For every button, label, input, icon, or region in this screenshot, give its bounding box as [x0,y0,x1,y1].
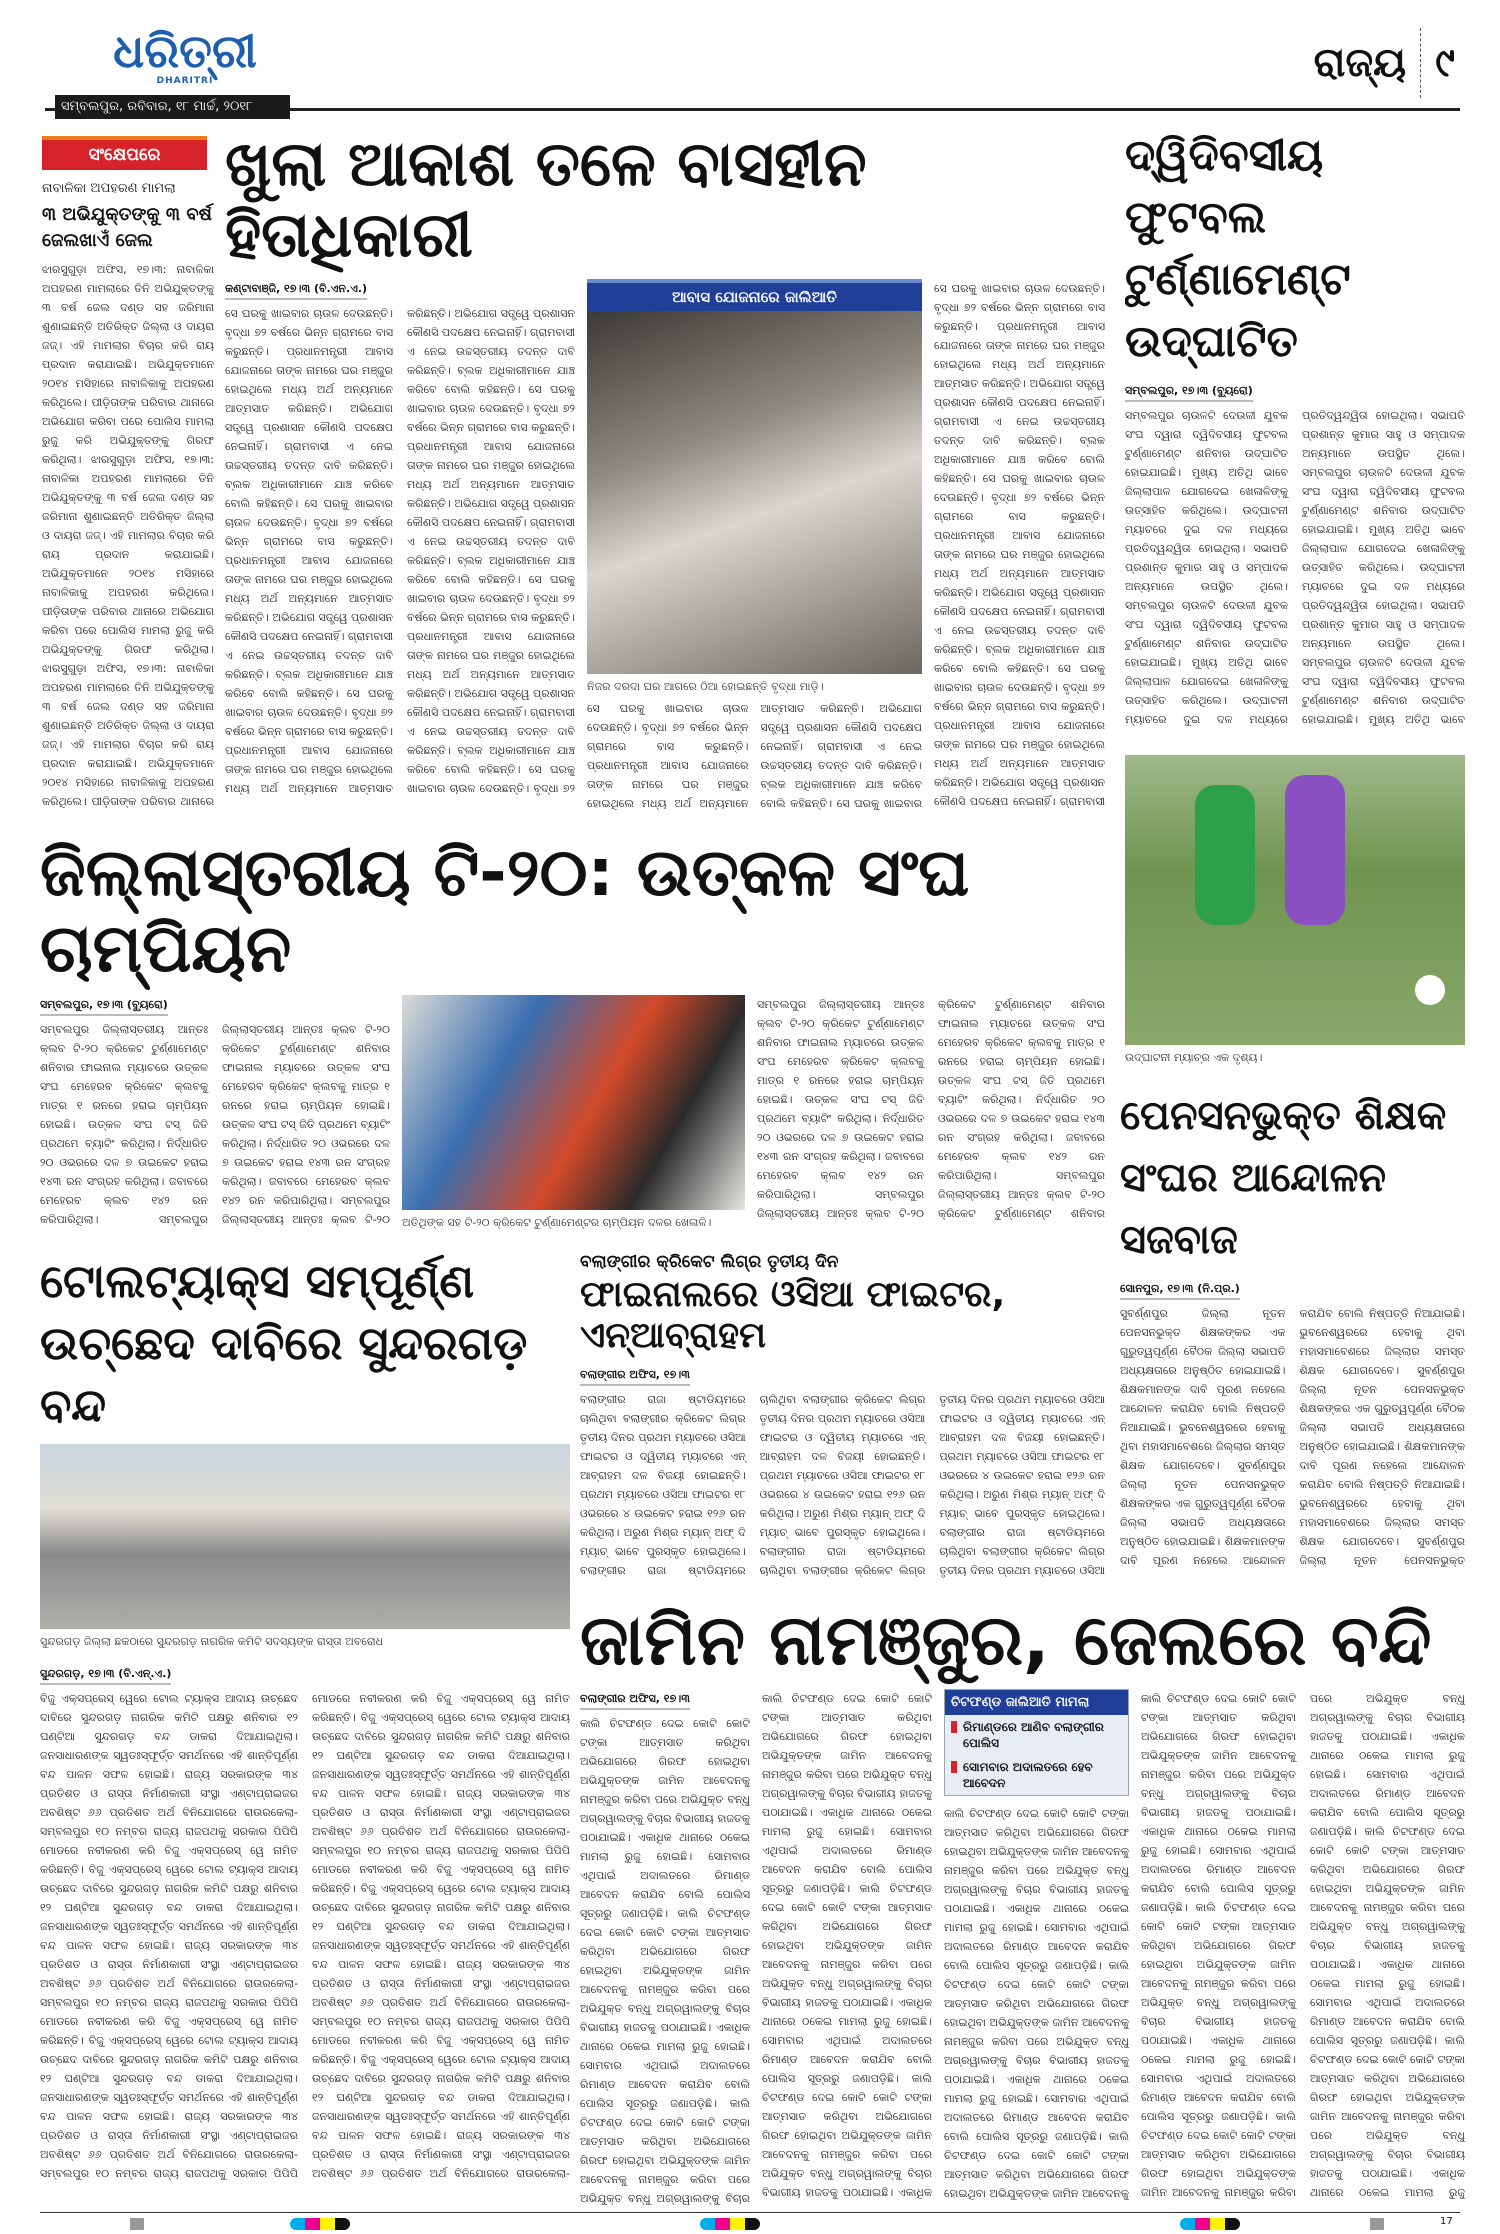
color-registration-mark [290,2218,350,2230]
page-number: ୯ [1435,39,1455,86]
story7-body-wrap [580,1689,750,2206]
story3-photo-column [402,995,745,1235]
story7-headline: ଜାମିନ ନାମଞ୍ଜୁର, ଜେଲରେ ବନ୍ଦି [580,1600,1432,1681]
story1-photo [587,311,922,674]
info-box-item: ସୋମବାର ଅଦାଲତରେ ହେବ ଆବେଦନ [945,1755,1128,1795]
issue-date: ସମ୍ବଲପୁର, ରବିବାର, ୧୮ ମାର୍ଚ୍ଚ, ୨୦୧୮ [55,95,290,119]
story1-dateline: କଣ୍ଟାବାଞ୍ଜି, ୧୭।୩ (ବି.ଏନ.ଏ.) [225,279,367,300]
story3-caption: ଅତିଥିଙ୍କ ସହ ଟି-୨୦ କ୍ରିକେଟ ଟୁର୍ଣ୍ଣାମେଣ୍ଟର ଚାମ୍ପିୟନ ଦଳର ଖେଳାଳି। [402,1216,712,1229]
story4-body: ସୁବର୍ଣ୍ଣପୁର ଜିଲ୍ଲା ନୂତନ ପେନସନଭୁକ୍ତ ଶିକ୍ଷକଙ୍କର ଏକ ଗୁରୁତ୍ୱପୂର୍ଣ୍ଣ ବୈଠକ ଜିଲ୍ଲା ସଭାପତି ଅଧ୍ୟକ୍ଷତାରେ ଅନୁଷ୍ଠିତ ହୋଇଯାଇଛି। ଶିକ୍ଷକମାନଙ୍କ ଦାବି ପୂରଣ ନହେଲେ ଆନ୍ଦୋଳନ କରାଯିବ ବୋଲି ନିଷ୍ପତ୍ତି ନିଆଯାଇଛି। ଭୁବନେଶ୍ୱରରେ ହେବାକୁ ଥିବା ମହାସମାବେଶରେ ଜିଲ୍ଲାର ସମସ୍ତ ଶିକ୍ଷକ ଯୋଗଦେବେ। ସୁବର୍ଣ୍ଣପୁର ଜିଲ୍ଲା ନୂତନ ପେନସନଭୁକ୍ତ ଶିକ୍ଷକଙ୍କର ଏକ ଗୁରୁତ୍ୱପୂର୍ଣ୍ଣ ବୈଠକ ଜିଲ୍ଲା ସଭାପତି ଅଧ୍ୟକ୍ଷତାରେ ଅନୁଷ୍ଠିତ ହୋଇଯାଇଛି। ଶିକ୍ଷକମାନଙ୍କ ଦାବି ପୂରଣ ନହେଲେ ଆନ୍ଦୋଳନ କରାଯିବ ବୋଲି ନିଷ୍ପତ୍ତି ନିଆଯାଇଛି। ଭୁବନେଶ୍ୱରରେ ହେବାକୁ ଥିବା ମହାସମାବେଶରେ ଜିଲ୍ଲାର ସମସ୍ତ ଶିକ୍ଷକ ଯୋଗଦେବେ। ସୁବର୍ଣ୍ଣପୁର ଜିଲ୍ଲା ନୂତନ ପେନସନଭୁକ୍ତ ଶିକ୍ଷକଙ୍କର ଏକ ଗୁରୁତ୍ୱପୂର୍ଣ୍ଣ ବୈଠକ ଜିଲ୍ଲା ସଭାପତି ଅଧ୍ୟକ୍ଷତାରେ ଅନୁଷ୍ଠିତ ହୋଇଯାଇଛି। ଶିକ୍ଷକମାନଙ୍କ ଦାବି ପୂରଣ ନହେଲେ ଆନ୍ଦୋଳନ କରାଯିବ ବୋଲି ନିଷ୍ପତ୍ତି ନିଆଯାଇଛି। ଭୁବନେଶ୍ୱରରେ ହେବାକୁ ଥିବା ମହାସମାବେଶରେ ଜିଲ୍ଲାର ସମସ୍ତ ଶିକ୍ଷକ ଯୋଗଦେବେ। ସୁବର୍ଣ୍ଣପୁର ଜିଲ୍ଲା ନୂତନ ପେନସନଭୁକ୍ତ [1120,1307,1465,1567]
story5-photo [40,1444,570,1629]
story7-col4 [1141,1689,1465,2206]
story7-body-col2: କାଲି ଚିଟଫଣ୍ଡ ଦେଇ କୋଟି କୋଟି ଟଙ୍କା ଆତ୍ମସାତ କରିଥିବା ଅଭିଯୋଗରେ ଗିରଫ ହୋଇଥିବା ଅଭିଯୁକ୍ତଙ୍କ ଜାମିନ ଆବେଦନକୁ ନାମଞ୍ଜୁର କରିବା ପରେ ଅଭିଯୁକ୍ତ ବନ୍ଧୁ ଅଗ୍ରୱାଲଙ୍କୁ ବିଚାର ବିଭାଗୀୟ ହାଜତକୁ ପଠାଯାଇଛି। ଏକାଧିକ ଥାନାରେ ଠକେଇ ମାମଲା ରୁଜୁ ହୋଇଛି। ସୋମବାର ଏଥିପାଇଁ ଅଦାଲତରେ ରିମାଣ୍ଡ ଆବେଦନ କରାଯିବ ବୋଲି ପୋଲିସ ସୂତ୍ରରୁ ଜଣାପଡ଼ିଛି। କାଲି ଚିଟଫଣ୍ଡ ଦେଇ କୋଟି କୋଟି ଟଙ୍କା ଆତ୍ମସାତ କରିଥିବା ଅଭିଯୋଗରେ ଗିରଫ ହୋଇଥିବା ଅଭିଯୁକ୍ତଙ୍କ ଜାମିନ ଆବେଦନକୁ ନାମଞ୍ଜୁର କରିବା ପରେ ଅଭିଯୁକ୍ତ ବନ୍ଧୁ ଅଗ୍ରୱାଲଙ୍କୁ ବିଚାର ବିଭାଗୀୟ ହାଜତକୁ ପଠାଯାଇଛି। ଏକାଧିକ ଥାନାରେ ଠକେଇ ମାମଲା ରୁଜୁ ହୋଇଛି। ସୋମବାର ଏଥିପାଇଁ ଅଦାଲତରେ ରିମାଣ୍ଡ ଆବେଦନ କରାଯିବ ବୋଲି ପୋଲିସ ସୂତ୍ରରୁ ଜଣାପଡ଼ିଛି। କାଲି ଚିଟଫଣ୍ଡ ଦେଇ କୋଟି କୋଟି ଟଙ୍କା ଆତ୍ମସାତ କରିଥିବା ଅଭିଯୋଗରେ ଗିରଫ ହୋଇଥିବା ଅଭିଯୁକ୍ତଙ୍କ ଜାମିନ ଆବେଦନକୁ ନାମଞ୍ଜୁର କରିବା ପରେ ଅଭିଯୁକ୍ତ ବନ୍ଧୁ ଅଗ୍ରୱାଲଙ୍କୁ ବିଚାର ବିଭାଗୀୟ ହାଜତକୁ ପଠାଯାଇଛି। ଏକାଧିକ [762,1691,932,2199]
story1-body-right-col [934,279,1105,813]
story1-body-right: ସେ ଘରକୁ ଖାଇବାର ଚାଉଳ ଦେଉଛନ୍ତି। ବୃଦ୍ଧା ୭୨ ବର୍ଷରେ ଭିନ୍ନ ଗ୍ରାମରେ ବାସ କରୁଛନ୍ତି। ପ୍ରଧାନମନ୍ତ୍ରୀ ଆବାସ ଯୋଜନାରେ ତାଙ୍କ ନାମରେ ଘର ମଞ୍ଜୁର ହୋଇଥିଲେ ମଧ୍ୟ ଅର୍ଥ ଅନ୍ୟମାନେ ଆତ୍ମସାତ କରିଛନ୍ତି। ଅଭିଯୋଗ ସତ୍ତ୍ୱେ ପ୍ରଶାସନ କୌଣସି ପଦକ୍ଷେପ ନେଇନାହିଁ। ଗ୍ରାମବାସୀ ଏ ନେଇ ଉଚ୍ଚସ୍ତରୀୟ ତଦନ୍ତ ଦାବି କରିଛନ୍ତି। ବ୍ଲକ ଅଧିକାରୀମାନେ ଯାଞ୍ଚ କରିବେ ବୋଲି କହିଛନ୍ତି। ସେ ଘରକୁ ଖାଇବାର ଚାଉଳ ଦେଉଛନ୍ତି। ବୃଦ୍ଧା ୭୨ ବର୍ଷରେ ଭିନ୍ନ ଗ୍ରାମରେ ବାସ କରୁଛନ୍ତି। ପ୍ରଧାନମନ୍ତ୍ରୀ ଆବାସ ଯୋଜନାରେ ତାଙ୍କ ନାମରେ ଘର ମଞ୍ଜୁର ହୋଇଥିଲେ ମଧ୍ୟ ଅର୍ଥ ଅନ୍ୟମାନେ ଆତ୍ମସାତ କରିଛନ୍ତି। ଅଭିଯୋଗ ସତ୍ତ୍ୱେ ପ୍ରଶାସନ କୌଣସି ପଦକ୍ଷେପ ନେଇନାହିଁ। ଗ୍ରାମବାସୀ ଏ ନେଇ ଉଚ୍ଚସ୍ତରୀୟ ତଦନ୍ତ ଦାବି କରିଛନ୍ତି। ବ୍ଲକ ଅଧିକାରୀମାନେ ଯାଞ୍ଚ କରିବେ ବୋଲି କହିଛନ୍ତି। ସେ ଘରକୁ ଖାଇବାର ଚାଉଳ ଦେଉଛନ୍ତି। ବୃଦ୍ଧା ୭୨ ବର୍ଷରେ ଭିନ୍ନ ଗ୍ରାମରେ ବାସ କରୁଛନ୍ତି। ପ୍ରଧାନମନ୍ତ୍ରୀ ଆବାସ ଯୋଜନାରେ ତାଙ୍କ ନାମରେ ଘର ମଞ୍ଜୁର ହୋଇଥିଲେ ମଧ୍ୟ ଅର୍ଥ ଅନ୍ୟମାନେ ଆତ୍ମସାତ କରିଛନ୍ତି। ଅଭିଯୋଗ ସତ୍ତ୍ୱେ ପ୍ରଶାସନ କୌଣସି ପଦକ୍ଷେପ ନେଇନାହିଁ। ଗ୍ରାମବାସୀ [934,281,1105,808]
footer-rule [40,2212,1460,2213]
story6-kicker: ବଲାଙ୍ଗୀର କ୍ରିକେଟ ଲିଗ୍‌ର ତୃତୀୟ ଦିନ [580,1252,839,1272]
info-box-item: ରିମାଣ୍ଡରେ ଆଣିବ ବଲାଙ୍ଗୀର ପୋଲିସ [945,1715,1128,1755]
story1-photo-column [587,279,922,813]
story4 [1120,1085,1465,1583]
story2-dateline: ସମ୍ବଲପୁର, ୧୭।୩ (ବ୍ୟୁରୋ) [1125,381,1253,402]
story7-col3 [944,1689,1129,2206]
story2-body: ସମ୍ବଲପୁର ଚାଉଳଟି ଦେଉଳୀ ଯୁବକ ସଂଘ ଦ୍ୱାରା ଦ୍ୱିଦିବସୀୟ ଫୁଟବଲ ଟୁର୍ଣ୍ଣାମେଣ୍ଟ ଶନିବାର ଉଦ୍‌ଘାଟିତ ହୋଇଯାଇଛି। ମୁଖ୍ୟ ଅତିଥି ଭାବେ ଜିଲ୍ଲାପାଳ ଯୋଗଦେଇ ଖେଳାଳିଙ୍କୁ ଉତ୍ସାହିତ କରିଥିଲେ। ଉଦ୍‌ଘାଟନୀ ମ୍ୟାଚରେ ଦୁଇ ଦଳ ମଧ୍ୟରେ ପ୍ରତିଦ୍ୱନ୍ଦ୍ୱିତା ହୋଇଥିଲା। ସଭାପତି ପ୍ରଶାନ୍ତ କୁମାର ସାହୁ ଓ ସମ୍ପାଦକ ଅନ୍ୟମାନେ ଉପସ୍ଥିତ ଥିଲେ। ସମ୍ବଲପୁର ଚାଉଳଟି ଦେଉଳୀ ଯୁବକ ସଂଘ ଦ୍ୱାରା ଦ୍ୱିଦିବସୀୟ ଫୁଟବଲ ଟୁର୍ଣ୍ଣାମେଣ୍ଟ ଶନିବାର ଉଦ୍‌ଘାଟିତ ହୋଇଯାଇଛି। ମୁଖ୍ୟ ଅତିଥି ଭାବେ ଜିଲ୍ଲାପାଳ ଯୋଗଦେଇ ଖେଳାଳିଙ୍କୁ ଉତ୍ସାହିତ କରିଥିଲେ। ଉଦ୍‌ଘାଟନୀ ମ୍ୟାଚରେ ଦୁଇ ଦଳ ମଧ୍ୟରେ ପ୍ରତିଦ୍ୱନ୍ଦ୍ୱିତା ହୋଇଥିଲା। ସଭାପତି ପ୍ରଶାନ୍ତ କୁମାର ସାହୁ ଓ ସମ୍ପାଦକ ଅନ୍ୟମାନେ ଉପସ୍ଥିତ ଥିଲେ। ସମ୍ବଲପୁର ଚାଉଳଟି ଦେଉଳୀ ଯୁବକ ସଂଘ ଦ୍ୱାରା ଦ୍ୱିଦିବସୀୟ ଫୁଟବଲ ଟୁର୍ଣ୍ଣାମେଣ୍ଟ ଶନିବାର ଉଦ୍‌ଘାଟିତ ହୋଇଯାଇଛି। ମୁଖ୍ୟ ଅତିଥି ଭାବେ ଜିଲ୍ଲାପାଳ ଯୋଗଦେଇ ଖେଳାଳିଙ୍କୁ ଉତ୍ସାହିତ କରିଥିଲେ। ଉଦ୍‌ଘାଟନୀ ମ୍ୟାଚରେ ଦୁଇ ଦଳ ମଧ୍ୟରେ ପ୍ରତିଦ୍ୱନ୍ଦ୍ୱିତା ହୋଇଥିଲା। ସଭାପତି ପ୍ରଶାନ୍ତ କୁମାର ସାହୁ ଓ ସମ୍ପାଦକ ଅନ୍ୟମାନେ ଉପସ୍ଥିତ ଥିଲେ। ସମ୍ବଲପୁର ଚାଉଳଟି ଦେଉଳୀ ଯୁବକ ସଂଘ ଦ୍ୱାରା ଦ୍ୱିଦିବସୀୟ ଫୁଟବଲ ଟୁର୍ଣ୍ଣାମେଣ୍ଟ ଶନିବାର ଉଦ୍‌ଘାଟିତ ହୋଇଯାଇଛି। ମୁଖ୍ୟ ଅତିଥି ଭାବେ [1125,409,1465,726]
story7-info-box [944,1689,1129,1796]
story3-body-right-col [757,995,1105,1235]
story6-headline: ଫାଇନାଲରେ ଓସିଆ ଫାଇଟର, ଏନ୍‌ଆବ୍ରାହମ [580,1274,1006,1357]
brief-headline: ୩ ଅଭିଯୁକ୍ତଙ୍କୁ ୩ ବର୍ଷ ଜେଲଖାଏଁ ଜେଲ [42,204,212,251]
story7 [580,1600,1465,2205]
story3-columns [40,995,1105,1235]
newspaper-logo: ଧରିତ୍ରୀ DHARITRI [113,24,257,86]
story6-dateline: ବଲାଙ୍ଗୀର ଅଫିସ, ୧୭।୩ [580,1365,690,1386]
story7-dateline: ବଲାଙ୍ଗୀର ଅଫିସ, ୧୭।୩ [580,1689,690,1710]
story2-caption: ଉଦ୍‌ଘାଟନୀ ମ୍ୟାଚ୍‌ର ଏକ ଦୃଶ୍ୟ। [1125,1051,1263,1064]
folio-number: 17 [1440,2216,1453,2227]
story1-body-under: ସେ ଘରକୁ ଖାଇବାର ଚାଉଳ ଦେଉଛନ୍ତି। ବୃଦ୍ଧା ୭୨ ବର୍ଷରେ ଭିନ୍ନ ଗ୍ରାମରେ ବାସ କରୁଛନ୍ତି। ପ୍ରଧାନମନ୍ତ୍ରୀ ଆବାସ ଯୋଜନାରେ ତାଙ୍କ ନାମରେ ଘର ମଞ୍ଜୁର ହୋଇଥିଲେ ମଧ୍ୟ ଅର୍ଥ ଅନ୍ୟମାନେ ଆତ୍ମସାତ କରିଛନ୍ତି। ଅଭିଯୋଗ ସତ୍ତ୍ୱେ ପ୍ରଶାସନ କୌଣସି ପଦକ୍ଷେପ ନେଇନାହିଁ। ଗ୍ରାମବାସୀ ଏ ନେଇ ଉଚ୍ଚସ୍ତରୀୟ ତଦନ୍ତ ଦାବି କରିଛନ୍ତି। ବ୍ଲକ ଅଧିକାରୀମାନେ ଯାଞ୍ଚ କରିବେ ବୋଲି କହିଛନ୍ତି। ସେ ଘରକୁ ଖାଇବାର [587,702,922,810]
briefs-column [42,136,214,812]
story3-body-wrap [40,995,390,1235]
story2 [1125,125,1465,1070]
story3-photo [402,995,745,1210]
story1-body: ସେ ଘରକୁ ଖାଇବାର ଚାଉଳ ଦେଉଛନ୍ତି। ବୃଦ୍ଧା ୭୨ ବର୍ଷରେ ଭିନ୍ନ ଗ୍ରାମରେ ବାସ କରୁଛନ୍ତି। ପ୍ରଧାନମନ୍ତ୍ରୀ ଆବାସ ଯୋଜନାରେ ତାଙ୍କ ନାମରେ ଘର ମଞ୍ଜୁର ହୋଇଥିଲେ ମଧ୍ୟ ଅର୍ଥ ଅନ୍ୟମାନେ ଆତ୍ମସାତ କରିଛନ୍ତି। ଅଭିଯୋଗ ସତ୍ତ୍ୱେ ପ୍ରଶାସନ କୌଣସି ପଦକ୍ଷେପ ନେଇନାହିଁ। ଗ୍ରାମବାସୀ ଏ ନେଇ ଉଚ୍ଚସ୍ତରୀୟ ତଦନ୍ତ ଦାବି କରିଛନ୍ତି। ବ୍ଲକ ଅଧିକାରୀମାନେ ଯାଞ୍ଚ କରିବେ ବୋଲି କହିଛନ୍ତି। ସେ ଘରକୁ ଖାଇବାର ଚାଉଳ ଦେଉଛନ୍ତି। ବୃଦ୍ଧା ୭୨ ବର୍ଷରେ ଭିନ୍ନ ଗ୍ରାମରେ ବାସ କରୁଛନ୍ତି। ପ୍ରଧାନମନ୍ତ୍ରୀ ଆବାସ ଯୋଜନାରେ ତାଙ୍କ ନାମରେ ଘର ମଞ୍ଜୁର ହୋଇଥିଲେ ମଧ୍ୟ ଅର୍ଥ ଅନ୍ୟମାନେ ଆତ୍ମସାତ କରିଛନ୍ତି। ଅଭିଯୋଗ ସତ୍ତ୍ୱେ ପ୍ରଶାସନ କୌଣସି ପଦକ୍ଷେପ ନେଇନାହିଁ। ଗ୍ରାମବାସୀ ଏ ନେଇ ଉଚ୍ଚସ୍ତରୀୟ ତଦନ୍ତ ଦାବି କରିଛନ୍ତି। ବ୍ଲକ ଅଧିକାରୀମାନେ ଯାଞ୍ଚ କରିବେ ବୋଲି କହିଛନ୍ତି। ସେ ଘରକୁ ଖାଇବାର ଚାଉଳ ଦେଉଛନ୍ତି। ବୃଦ୍ଧା ୭୨ ବର୍ଷରେ ଭିନ୍ନ ଗ୍ରାମରେ ବାସ କରୁଛନ୍ତି। ପ୍ରଧାନମନ୍ତ୍ରୀ ଆବାସ ଯୋଜନାରେ ତାଙ୍କ ନାମରେ ଘର ମଞ୍ଜୁର ହୋଇଥିଲେ ମଧ୍ୟ ଅର୍ଥ ଅନ୍ୟମାନେ ଆତ୍ମସାତ କରିଛନ୍ତି। ଅଭିଯୋଗ ସତ୍ତ୍ୱେ ପ୍ରଶାସନ କୌଣସି ପଦକ୍ଷେପ ନେଇନାହିଁ। ଗ୍ରାମବାସୀ ଏ ନେଇ ଉଚ୍ଚସ୍ତରୀୟ ତଦନ୍ତ ଦାବି କରିଛନ୍ତି। ବ୍ଲକ ଅଧିକାରୀମାନେ ଯାଞ୍ଚ କରିବେ ବୋଲି କହିଛନ୍ତି। ସେ ଘରକୁ ଖାଇବାର ଚାଉଳ ଦେଉଛନ୍ତି। ବୃଦ୍ଧା ୭୨ ବର୍ଷରେ ଭିନ୍ନ ଗ୍ରାମରେ ବାସ କରୁଛନ୍ତି। ପ୍ରଧାନମନ୍ତ୍ରୀ ଆବାସ ଯୋଜନାରେ ତାଙ୍କ ନାମରେ ଘର ମଞ୍ଜୁର ହୋଇଥିଲେ ମଧ୍ୟ ଅର୍ଥ ଅନ୍ୟମାନେ ଆତ୍ମସାତ କରିଛନ୍ତି। ଅଭିଯୋଗ ସତ୍ତ୍ୱେ ପ୍ରଶାସନ କୌଣସି ପଦକ୍ଷେପ ନେଇନାହିଁ। ଗ୍ରାମବାସୀ ଏ ନେଇ ଉଚ୍ଚସ୍ତରୀୟ ତଦନ୍ତ ଦାବି କରିଛନ୍ତି। ବ୍ଲକ ଅଧିକାରୀମାନେ ଯାଞ୍ଚ କରିବେ ବୋଲି କହିଛନ୍ତି। ସେ ଘରକୁ ଖାଇବାର ଚାଉଳ ଦେଉଛନ୍ତି। ବୃଦ୍ଧା ୭୨ ବର୍ଷରେ ଭିନ୍ନ ଗ୍ରାମରେ ବାସ କରୁଛନ୍ତି। ପ୍ରଧାନମନ୍ତ୍ରୀ ଆବାସ ଯୋଜନାରେ ତାଙ୍କ ନାମରେ ଘର ମଞ୍ଜୁର ହୋଇଥିଲେ ମଧ୍ୟ ଅର୍ଥ ଅନ୍ୟମାନେ ଆତ୍ମସାତ କରିଛନ୍ତି। ଅଭିଯୋଗ ସତ୍ତ୍ୱେ ପ୍ରଶାସନ କୌଣସି ପଦକ୍ଷେପ ନେଇନାହିଁ। ଗ୍ରାମବାସୀ ଏ ନେଇ ଉଚ୍ଚସ୍ତରୀୟ ତଦନ୍ତ ଦାବି କରିଛନ୍ତି। ବ୍ଲକ ଅଧିକାରୀମାନେ ଯାଞ୍ଚ କରିବେ ବୋଲି କହିଛନ୍ତି। ସେ ଘରକୁ ଖାଇବାର ଚାଉଳ ଦେଉଛନ୍ତି। ବୃଦ୍ଧା ୭୨ [225,306,575,795]
story2-headline: ଦ୍ୱିଦିବସୀୟ ଫୁଟବଲ ଟୁର୍ଣ୍ଣାମେଣ୍ଟ ଉଦ୍‌ଘାଟିତ [1125,130,1351,367]
story1-caption: ନିଜର ଦରଦା ଘର ଆଗରେ ଠିଆ ହୋଇଛନ୍ତି ବୃଦ୍ଧା ମାଡ଼ି। [587,680,824,693]
story5-caption: ସୁନ୍ଦରଗଡ଼ ଜିଲ୍ଲା ଛକଠାରେ ସୁନ୍ଦରଗଡ଼ ନାଗରିକ କମିଟି ସଦସ୍ୟଙ୍କ ରାସ୍ତା ଅବରୋଧ [40,1635,384,1648]
color-registration-mark [1180,2218,1240,2230]
football [1415,975,1445,1005]
story1-columns [225,279,1105,813]
story1-body-left [225,279,575,813]
story2-photo [1125,755,1465,1045]
story6-body: ବଲାଙ୍ଗୀର ରାଜା ଷ୍ଟାଡିୟମରେ ଚାଲିଥିବା ବଲାଙ୍ଗୀର କ୍ରିକେଟ ଲିଗ୍‌ର ତୃତୀୟ ଦିନର ପ୍ରଥମ ମ୍ୟାଚରେ ଓସିଆ ଫାଇଟର ଓ ଦ୍ୱିତୀୟ ମ୍ୟାଚରେ ଏନ୍ ଆବ୍ରାହମ ଦଳ ବିଜୟୀ ହୋଇଛନ୍ତି। ପ୍ରଥମ ମ୍ୟାଚରେ ଓସିଆ ଫାଇଟର ୧୮ ଓଭରରେ ୪ ଉଇକେଟ ହରାଇ ୧୨୬ ରନ କରିଥିଲା। ଅରୁଣ ମିଶ୍ର ମ୍ୟାନ୍ ଅଫ୍ ଦି ମ୍ୟାଚ୍ ଭାବେ ପୁରସ୍କୃତ ହୋଇଥିଲେ। ବଲାଙ୍ଗୀର ରାଜା ଷ୍ଟାଡିୟମରେ ଚାଲିଥିବା ବଲାଙ୍ଗୀର କ୍ରିକେଟ ଲିଗ୍‌ର ତୃତୀୟ ଦିନର ପ୍ରଥମ ମ୍ୟାଚରେ ଓସିଆ ଫାଇଟର ଓ ଦ୍ୱିତୀୟ ମ୍ୟାଚରେ ଏନ୍ ଆବ୍ରାହମ ଦଳ ବିଜୟୀ ହୋଇଛନ୍ତି। ପ୍ରଥମ ମ୍ୟାଚରେ ଓସିଆ ଫାଇଟର ୧୮ ଓଭରରେ ୪ ଉଇକେଟ ହରାଇ ୧୨୬ ରନ କରିଥିଲା। ଅରୁଣ ମିଶ୍ର ମ୍ୟାନ୍ ଅଫ୍ ଦି ମ୍ୟାଚ୍ ଭାବେ ପୁରସ୍କୃତ ହୋଇଥିଲେ। ବଲାଙ୍ଗୀର ରାଜା ଷ୍ଟାଡିୟମରେ ଚାଲିଥିବା ବଲାଙ୍ଗୀର କ୍ରିକେଟ ଲିଗ୍‌ର ତୃତୀୟ ଦିନର ପ୍ରଥମ ମ୍ୟାଚରେ ଓସିଆ ଫାଇଟର ଓ ଦ୍ୱିତୀୟ ମ୍ୟାଚରେ ଏନ୍ ଆବ୍ରାହମ ଦଳ ବିଜୟୀ ହୋଇଛନ୍ତି। ପ୍ରଥମ ମ୍ୟାଚରେ ଓସିଆ ଫାଇଟର ୧୮ ଓଭରରେ ୪ ଉଇକେଟ ହରାଇ ୧୨୬ ରନ କରିଥିଲା। ଅରୁଣ ମିଶ୍ର ମ୍ୟାନ୍ ଅଫ୍ ଦି ମ୍ୟାଚ୍ ଭାବେ ପୁରସ୍କୃତ ହୋଇଥିଲେ। ବଲାଙ୍ଗୀର ରାଜା ଷ୍ଟାଡିୟମରେ ଚାଲିଥିବା ବଲାଙ୍ଗୀର କ୍ରିକେଟ ଲିଗ୍‌ର ତୃତୀୟ ଦିନର ପ୍ରଥମ ମ୍ୟାଚରେ ଓସିଆ [580,1392,1105,1577]
story5-body: ବିଜୁ ଏକ୍ସପ୍ରେସ୍ ୱେରେ ଟୋଲ ଟ୍ୟାକ୍ସ ଆଦାୟ ଉଚ୍ଛେଦ ଦାବିରେ ସୁନ୍ଦରଗଡ଼ ନାଗରିକ କମିଟି ପକ୍ଷରୁ ଶନିବାର ୧୨ ଘଣ୍ଟିଆ ସୁନ୍ଦରଗଡ଼ ବନ୍ଦ ଡାକରା ଦିଆଯାଇଥିଲା। ଜନସାଧାରଣଙ୍କ ସ୍ୱତଃସ୍ଫୂର୍ତ୍ତ ସମର୍ଥନରେ ଏହି ଶାନ୍ତିପୂର୍ଣ୍ଣ ବନ୍ଦ ପାଳନ ସଫଳ ହୋଇଛି। ରାଜ୍ୟ ସରକାରଙ୍କ ୩୪ ପ୍ରତିଶତ ଓ ରାସ୍ତା ନିର୍ମାଣକାରୀ ସଂସ୍ଥା ଏଣ୍ଟାପ୍ରାଇଜର ଅବଶିଷ୍ଟ ୬୬ ପ୍ରତିଶତ ଅର୍ଥ ବିନିଯୋଗରେ ରାଉରକେଲା-ସମ୍ବଲପୁର ୧୦ ନମ୍ବର ରାଜ୍ୟ ରାଜପଥକୁ ସରକାର ପିପିପି ମୋଡରେ ନବୀକରଣ କରି ବିଜୁ ଏକ୍ସପ୍ରେସ୍ ୱେ ନାମିତ କରିଛନ୍ତି। ବିଜୁ ଏକ୍ସପ୍ରେସ୍ ୱେରେ ଟୋଲ ଟ୍ୟାକ୍ସ ଆଦାୟ ଉଚ୍ଛେଦ ଦାବିରେ ସୁନ୍ଦରଗଡ଼ ନାଗରିକ କମିଟି ପକ୍ଷରୁ ଶନିବାର ୧୨ ଘଣ୍ଟିଆ ସୁନ୍ଦରଗଡ଼ ବନ୍ଦ ଡାକରା ଦିଆଯାଇଥିଲା। ଜନସାଧାରଣଙ୍କ ସ୍ୱତଃସ୍ଫୂର୍ତ୍ତ ସମର୍ଥନରେ ଏହି ଶାନ୍ତିପୂର୍ଣ୍ଣ ବନ୍ଦ ପାଳନ ସଫଳ ହୋଇଛି। ରାଜ୍ୟ ସରକାରଙ୍କ ୩୪ ପ୍ରତିଶତ ଓ ରାସ୍ତା ନିର୍ମାଣକାରୀ ସଂସ୍ଥା ଏଣ୍ଟାପ୍ରାଇଜର ଅବଶିଷ୍ଟ ୬୬ ପ୍ରତିଶତ ଅର୍ଥ ବିନିଯୋଗରେ ରାଉରକେଲା-ସମ୍ବଲପୁର ୧୦ ନମ୍ବର ରାଜ୍ୟ ରାଜପଥକୁ ସରକାର ପିପିପି ମୋଡରେ ନବୀକରଣ କରି ବିଜୁ ଏକ୍ସପ୍ରେସ୍ ୱେ ନାମିତ କରିଛନ୍ତି। ବିଜୁ ଏକ୍ସପ୍ରେସ୍ ୱେରେ ଟୋଲ ଟ୍ୟାକ୍ସ ଆଦାୟ ଉଚ୍ଛେଦ ଦାବିରେ ସୁନ୍ଦରଗଡ଼ ନାଗରିକ କମିଟି ପକ୍ଷରୁ ଶନିବାର ୧୨ ଘଣ୍ଟିଆ ସୁନ୍ଦରଗଡ଼ ବନ୍ଦ ଡାକରା ଦିଆଯାଇଥିଲା। ଜନସାଧାରଣଙ୍କ ସ୍ୱତଃସ୍ଫୂର୍ତ୍ତ ସମର୍ଥନରେ ଏହି ଶାନ୍ତିପୂର୍ଣ୍ଣ ବନ୍ଦ ପାଳନ ସଫଳ ହୋଇଛି। ରାଜ୍ୟ ସରକାରଙ୍କ ୩୪ ପ୍ରତିଶତ ଓ ରାସ୍ତା ନିର୍ମାଣକାରୀ ସଂସ୍ଥା ଏଣ୍ଟାପ୍ରାଇଜର ଅବଶିଷ୍ଟ ୬୬ ପ୍ରତିଶତ ଅର୍ଥ ବିନିଯୋଗରେ ରାଉରକେଲା-ସମ୍ବଲପୁର ୧୦ ନମ୍ବର ରାଜ୍ୟ ରାଜପଥକୁ ସରକାର ପିପିପି ମୋଡରେ ନବୀକରଣ କରି ବିଜୁ ଏକ୍ସପ୍ରେସ୍ ୱେ ନାମିତ କରିଛନ୍ତି। ବିଜୁ ଏକ୍ସପ୍ରେସ୍ ୱେରେ ଟୋଲ ଟ୍ୟାକ୍ସ ଆଦାୟ ଉଚ୍ଛେଦ ଦାବିରେ ସୁନ୍ଦରଗଡ଼ ନାଗରିକ କମିଟି ପକ୍ଷରୁ ଶନିବାର ୧୨ ଘଣ୍ଟିଆ ସୁନ୍ଦରଗଡ଼ ବନ୍ଦ ଡାକରା ଦିଆଯାଇଥିଲା। ଜନସାଧାରଣଙ୍କ ସ୍ୱତଃସ୍ଫୂର୍ତ୍ତ ସମର୍ଥନରେ ଏହି ଶାନ୍ତିପୂର୍ଣ୍ଣ ବନ୍ଦ ପାଳନ ସଫଳ ହୋଇଛି। ରାଜ୍ୟ ସରକାରଙ୍କ ୩୪ ପ୍ରତିଶତ ଓ ରାସ୍ତା ନିର୍ମାଣକାରୀ ସଂସ୍ଥା ଏଣ୍ଟାପ୍ରାଇଜର ଅବଶିଷ୍ଟ ୬୬ ପ୍ରତିଶତ ଅର୍ଥ ବିନିଯୋଗରେ ରାଉରକେଲା-ସମ୍ବଲପୁର ୧୦ ନମ୍ବର ରାଜ୍ୟ ରାଜପଥକୁ ସରକାର ପିପିପି ମୋଡରେ ନବୀକରଣ କରି ବିଜୁ ଏକ୍ସପ୍ରେସ୍ ୱେ ନାମିତ କରିଛନ୍ତି। ବିଜୁ ଏକ୍ସପ୍ରେସ୍ ୱେରେ ଟୋଲ ଟ୍ୟାକ୍ସ ଆଦାୟ ଉଚ୍ଛେଦ ଦାବିରେ ସୁନ୍ଦରଗଡ଼ ନାଗରିକ କମିଟି ପକ୍ଷରୁ ଶନିବାର ୧୨ ଘଣ୍ଟିଆ ସୁନ୍ଦରଗଡ଼ ବନ୍ଦ ଡାକରା ଦିଆଯାଇଥିଲା। ଜନସାଧାରଣଙ୍କ ସ୍ୱତଃସ୍ଫୂର୍ତ୍ତ ସମର୍ଥନରେ ଏହି ଶାନ୍ତିପୂର୍ଣ୍ଣ ବନ୍ଦ ପାଳନ ସଫଳ ହୋଇଛି। ରାଜ୍ୟ ସରକାରଙ୍କ ୩୪ ପ୍ରତିଶତ ଓ ରାସ୍ତା ନିର୍ମାଣକାରୀ ସଂସ୍ଥା ଏଣ୍ଟାପ୍ରାଇଜର ଅବଶିଷ୍ଟ ୬୬ ପ୍ରତିଶତ ଅର୍ଥ ବିନିଯୋଗରେ ରାଉରକେଲା-ସମ୍ବଲପୁର ୧୦ ନମ୍ବର ରାଜ୍ୟ ରାଜପଥକୁ ସରକାର ପିପିପି ମୋଡରେ ନବୀକରଣ କରି ବିଜୁ ଏକ୍ସପ୍ରେସ୍ ୱେ ନାମିତ କରିଛନ୍ତି। ବିଜୁ ଏକ୍ସପ୍ରେସ୍ ୱେରେ ଟୋଲ ଟ୍ୟାକ୍ସ ଆଦାୟ ଉଚ୍ଛେଦ ଦାବିରେ ସୁନ୍ଦରଗଡ଼ ନାଗରିକ କମିଟି ପକ୍ଷରୁ ଶନିବାର ୧୨ ଘଣ୍ଟିଆ ସୁନ୍ଦରଗଡ଼ ବନ୍ଦ ଡାକରା ଦିଆଯାଇଥିଲା। ଜନସାଧାରଣଙ୍କ ସ୍ୱତଃସ୍ଫୂର୍ତ୍ତ ସମର୍ଥନରେ ଏହି ଶାନ୍ତିପୂର୍ଣ୍ଣ ବନ୍ଦ ପାଳନ ସଫଳ ହୋଇଛି। ରାଜ୍ୟ ସରକାରଙ୍କ ୩୪ ପ୍ରତିଶତ ଓ ରାସ୍ତା ନିର୍ମାଣକାରୀ ସଂସ୍ଥା ଏଣ୍ଟାପ୍ରାଇଜର ଅବଶିଷ୍ଟ ୬୬ ପ୍ରତିଶତ ଅର୍ଥ ବିନିଯୋଗରେ ରାଉରକେଲା- [40,1692,570,2180]
info-box-title: ଚିଟଫଣ୍ଡ ଜାଲିଆତି ମାମଲା [945,1690,1128,1715]
story5-dateline: ସୁନ୍ଦରଗଡ଼, ୧୭।୩ (ବି.ଏନ୍.ଏ.) [40,1664,171,1685]
story1 [225,128,1105,813]
story3 [40,835,1105,1235]
player-green [1195,785,1255,925]
story3-headline: ଜିଲ୍ଲାସ୍ତରୀୟ ଟି-୨୦: ଉତ୍କଳ ସଂଘ ଚାମ୍ପିୟନ [40,835,970,987]
story3-dateline: ସମ୍ବଲପୁର, ୧୭।୩ (ବ୍ୟୁରୋ) [40,995,168,1016]
color-registration-mark [700,2218,760,2230]
story1-photo-tag: ଆବାସ ଯୋଜନାରେ ଜାଲିଆତି [587,279,922,311]
story4-dateline: ସୋନପୁର, ୧୭।୩ (ନି.ପ୍ର.) [1120,1279,1240,1300]
story6 [580,1250,1105,1585]
story3-body: ସମ୍ବଲପୁର ଜିଲ୍ଲାସ୍ତରୀୟ ଆନ୍ତଃ କ୍ଲବ ଟି-୨୦ କ୍ରିକେଟ ଟୁର୍ଣ୍ଣାମେଣ୍ଟ ଶନିବାର ଫାଇନାଲ ମ୍ୟାଚରେ ଉତ୍କଳ ସଂଘ ମେହେରବ କ୍ରିକେଟ କ୍ଲବକୁ ମାତ୍ର ୧ ରନରେ ହରାଇ ଚାମ୍ପିୟନ ହୋଇଛି। ଉତ୍କଳ ସଂଘ ଟସ୍ ଜିତି ପ୍ରଥମେ ବ୍ୟାଟିଂ କରିଥିଲା। ନିର୍ଦ୍ଧାରିତ ୨୦ ଓଭରରେ ଦଳ ୭ ଉଇକେଟ ହରାଇ ୧୪୩ ରନ ସଂଗ୍ରହ କରିଥିଲା। ଜବାବରେ ମେହେରବ କ୍ଲବ ୧୪୨ ରନ କରିପାରିଥିଲା। ସମ୍ବଲପୁର ଜିଲ୍ଲାସ୍ତରୀୟ ଆନ୍ତଃ କ୍ଲବ ଟି-୨୦ କ୍ରିକେଟ ଟୁର୍ଣ୍ଣାମେଣ୍ଟ ଶନିବାର ଫାଇନାଲ ମ୍ୟାଚରେ ଉତ୍କଳ ସଂଘ ମେହେରବ କ୍ରିକେଟ କ୍ଲବକୁ ମାତ୍ର ୧ ରନରେ ହରାଇ ଚାମ୍ପିୟନ ହୋଇଛି। ଉତ୍କଳ ସଂଘ ଟସ୍ ଜିତି ପ୍ରଥମେ ବ୍ୟାଟିଂ କରିଥିଲା। ନିର୍ଦ୍ଧାରିତ ୨୦ ଓଭରରେ ଦଳ ୭ ଉଇକେଟ ହରାଇ ୧୪୩ ରନ ସଂଗ୍ରହ କରିଥିଲା। ଜବାବରେ ମେହେରବ କ୍ଲବ ୧୪୨ ରନ କରିପାରିଥିଲା। ସମ୍ବଲପୁର ଜିଲ୍ଲାସ୍ତରୀୟ ଆନ୍ତଃ କ୍ଲବ ଟି-୨୦ [40,1022,390,1226]
brief-body: ଝାରସୁଗୁଡ଼ା ଅଫିସ, ୧୭।୩: ନାବାଳିକା ଅପହରଣ ମାମଲାରେ ତିନି ଅଭିଯୁକ୍ତଙ୍କୁ ୩ ବର୍ଷ ଜେଲ ଦଣ୍ଡ ସହ ଜରିମାନା ଶୁଣାଇଛନ୍ତି ଅତିରିକ୍ତ ଜିଲ୍ଲା ଓ ଦାୟରା ଜଜ୍‌। ଏହି ମାମଲାର ବିଚାର କରି ରାୟ ପ୍ରଦାନ କରାଯାଇଛି। ଅଭିଯୁକ୍ତମାନେ ୨୦୧୪ ମସିହାରେ ନାବାଳିକାକୁ ଅପହରଣ କରିଥିଲେ। ପୀଡ଼ିତାଙ୍କ ପରିବାର ଥାନାରେ ଅଭିଯୋଗ କରିବା ପରେ ପୋଲିସ ମାମଲା ରୁଜୁ କରି ଅଭିଯୁକ୍ତଙ୍କୁ ଗିରଫ କରିଥିଲା। ଝାରସୁଗୁଡ଼ା ଅଫିସ, ୧୭।୩: ନାବାଳିକା ଅପହରଣ ମାମଲାରେ ତିନି ଅଭିଯୁକ୍ତଙ୍କୁ ୩ ବର୍ଷ ଜେଲ ଦଣ୍ଡ ସହ ଜରିମାନା ଶୁଣାଇଛନ୍ତି ଅତିରିକ୍ତ ଜିଲ୍ଲା ଓ ଦାୟରା ଜଜ୍‌। ଏହି ମାମଲାର ବିଚାର କରି ରାୟ ପ୍ରଦାନ କରାଯାଇଛି। ଅଭିଯୁକ୍ତମାନେ ୨୦୧୪ ମସିହାରେ ନାବାଳିକାକୁ ଅପହରଣ କରିଥିଲେ। ପୀଡ଼ିତାଙ୍କ ପରିବାର ଥାନାରେ ଅଭିଯୋଗ କରିବା ପରେ ପୋଲିସ ମାମଲା ରୁଜୁ କରି ଅଭିଯୁକ୍ତଙ୍କୁ ଗିରଫ କରିଥିଲା। ଝାରସୁଗୁଡ଼ା ଅଫିସ, ୧୭।୩: ନାବାଳିକା ଅପହରଣ ମାମଲାରେ ତିନି ଅଭିଯୁକ୍ତଙ୍କୁ ୩ ବର୍ଷ ଜେଲ ଦଣ୍ଡ ସହ ଜରିମାନା ଶୁଣାଇଛନ୍ତି ଅତିରିକ୍ତ ଜିଲ୍ଲା ଓ ଦାୟରା ଜଜ୍‌। ଏହି ମାମଲାର ବିଚାର କରି ରାୟ ପ୍ରଦାନ କରାଯାଇଛି। ଅଭିଯୁକ୍ତମାନେ ୨୦୧୪ ମସିହାରେ ନାବାଳିକାକୁ ଅପହରଣ କରିଥିଲେ। ପୀଡ଼ିତାଙ୍କ ପରିବାର ଥାନାରେ [42,263,214,808]
story7-columns [580,1689,1465,2206]
story5-headline: ଟୋଲଟ୍ୟାକ୍ସ ସମ୍ପୂର୍ଣ୍ଣ ଉଚ୍ଛେଦ ଦାବିରେ ସୁନ୍ଦରଗଡ଼ ବନ୍ଦ [40,1254,528,1432]
story4-headline: ପେନସନଭୁକ୍ତ ଶିକ୍ଷକ ସଂଘର ଆନ୍ଦୋଳନ ସଜବାଜ [1120,1093,1447,1263]
section-header [1314,25,1455,100]
briefs-tag: ସଂକ୍ଷେପରେ [42,136,207,170]
story1-headline: ଖୁଲା ଆକାଶ ତଳେ ବାସହୀନ ହିତାଧିକାରୀ [225,128,867,272]
story5 [40,1250,570,2195]
registration-mark [130,2218,144,2230]
player-purple [1285,775,1345,925]
story7-col2 [762,1689,932,2206]
story7-body: କାଲି ଚିଟଫଣ୍ଡ ଦେଇ କୋଟି କୋଟି ଟଙ୍କା ଆତ୍ମସାତ କରିଥିବା ଅଭିଯୋଗରେ ଗିରଫ ହୋଇଥିବା ଅଭିଯୁକ୍ତଙ୍କ ଜାମିନ ଆବେଦନକୁ ନାମଞ୍ଜୁର କରିବା ପରେ ଅଭିଯୁକ୍ତ ବନ୍ଧୁ ଅଗ୍ରୱାଲଙ୍କୁ ବିଚାର ବିଭାଗୀୟ ହାଜତକୁ ପଠାଯାଇଛି। ଏକାଧିକ ଥାନାରେ ଠକେଇ ମାମଲା ରୁଜୁ ହୋଇଛି। ସୋମବାର ଏଥିପାଇଁ ଅଦାଲତରେ ରିମାଣ୍ଡ ଆବେଦନ କରାଯିବ ବୋଲି ପୋଲିସ ସୂତ୍ରରୁ ଜଣାପଡ଼ିଛି। କାଲି ଚିଟଫଣ୍ଡ ଦେଇ କୋଟି କୋଟି ଟଙ୍କା ଆତ୍ମସାତ କରିଥିବା ଅଭିଯୋଗରେ ଗିରଫ ହୋଇଥିବା ଅଭିଯୁକ୍ତଙ୍କ ଜାମିନ ଆବେଦନକୁ ନାମଞ୍ଜୁର କରିବା ପରେ ଅଭିଯୁକ୍ତ ବନ୍ଧୁ ଅଗ୍ରୱାଲଙ୍କୁ ବିଚାର ବିଭାଗୀୟ ହାଜତକୁ ପଠାଯାଇଛି। ଏକାଧିକ ଥାନାରେ ଠକେଇ ମାମଲା ରୁଜୁ ହୋଇଛି। ସୋମବାର ଏଥିପାଇଁ ଅଦାଲତରେ ରିମାଣ୍ଡ ଆବେଦନ କରାଯିବ ବୋଲି ପୋଲିସ ସୂତ୍ରରୁ ଜଣାପଡ଼ିଛି। କାଲି ଚିଟଫଣ୍ଡ ଦେଇ କୋଟି କୋଟି ଟଙ୍କା ଆତ୍ମସାତ କରିଥିବା ଅଭିଯୋଗରେ ଗିରଫ ହୋଇଥିବା ଅଭିଯୁକ୍ତଙ୍କ ଜାମିନ ଆବେଦନକୁ ନାମଞ୍ଜୁର କରିବା ପରେ ଅଭିଯୁକ୍ତ ବନ୍ଧୁ ଅଗ୍ରୱାଲଙ୍କୁ ବିଚାର [580,1716,750,2205]
story7-body-right: କାଲି ଚିଟଫଣ୍ଡ ଦେଇ କୋଟି କୋଟି ଟଙ୍କା ଆତ୍ମସାତ କରିଥିବା ଅଭିଯୋଗରେ ଗିରଫ ହୋଇଥିବା ଅଭିଯୁକ୍ତଙ୍କ ଜାମିନ ଆବେଦନକୁ ନାମଞ୍ଜୁର କରିବା ପରେ ଅଭିଯୁକ୍ତ ବନ୍ଧୁ ଅଗ୍ରୱାଲଙ୍କୁ ବିଚାର ବିଭାଗୀୟ ହାଜତକୁ ପଠାଯାଇଛି। ଏକାଧିକ ଥାନାରେ ଠକେଇ ମାମଲା ରୁଜୁ ହୋଇଛି। ସୋମବାର ଏଥିପାଇଁ ଅଦାଲତରେ ରିମାଣ୍ଡ ଆବେଦନ କରାଯିବ ବୋଲି ପୋଲିସ ସୂତ୍ରରୁ ଜଣାପଡ଼ିଛି। କାଲି ଚିଟଫଣ୍ଡ ଦେଇ କୋଟି କୋଟି ଟଙ୍କା ଆତ୍ମସାତ କରିଥିବା ଅଭିଯୋଗରେ ଗିରଫ ହୋଇଥିବା ଅଭିଯୁକ୍ତଙ୍କ ଜାମିନ ଆବେଦନକୁ ନାମଞ୍ଜୁର କରିବା ପରେ ଅଭିଯୁକ୍ତ ବନ୍ଧୁ ଅଗ୍ରୱାଲଙ୍କୁ ବିଚାର ବିଭାଗୀୟ ହାଜତକୁ ପଠାଯାଇଛି। ଏକାଧିକ ଥାନାରେ ଠକେଇ ମାମଲା ରୁଜୁ ହୋଇଛି। ସୋମବାର ଏଥିପାଇଁ ଅଦାଲତରେ ରିମାଣ୍ଡ ଆବେଦନ କରାଯିବ ବୋଲି ପୋଲିସ ସୂତ୍ରରୁ ଜଣାପଡ଼ିଛି। କାଲି ଚିଟଫଣ୍ଡ ଦେଇ କୋଟି କୋଟି ଟଙ୍କା ଆତ୍ମସାତ କରିଥିବା ଅଭିଯୋଗରେ ଗିରଫ ହୋଇଥିବା ଅଭିଯୁକ୍ତଙ୍କ ଜାମିନ ଆବେଦନକୁ ନାମଞ୍ଜୁର କରିବା ପରେ ଅଭିଯୁକ୍ତ ବନ୍ଧୁ ଅଗ୍ରୱାଲଙ୍କୁ ବିଚାର ବିଭାଗୀୟ ହାଜତକୁ ପଠାଯାଇଛି। ଏକାଧିକ ଥାନାରେ ଠକେଇ ମାମଲା ରୁଜୁ ହୋଇଛି। ସୋମବାର ଏଥିପାଇଁ ଅଦାଲତରେ ରିମାଣ୍ଡ ଆବେଦନ କରାଯିବ ବୋଲି ପୋଲିସ ସୂତ୍ରରୁ ଜଣାପଡ଼ିଛି। କାଲି ଚିଟଫଣ୍ଡ ଦେଇ କୋଟି କୋଟି ଟଙ୍କା ଆତ୍ମସାତ କରିଥିବା ଅଭିଯୋଗରେ ଗିରଫ ହୋଇଥିବା ଅଭିଯୁକ୍ତଙ୍କ ଜାମିନ ଆବେଦନକୁ ନାମଞ୍ଜୁର କରିବା ପରେ ଅଭିଯୁକ୍ତ ବନ୍ଧୁ ଅଗ୍ରୱାଲଙ୍କୁ ବିଚାର ବିଭାଗୀୟ ହାଜତକୁ ପଠାଯାଇଛି। ଏକାଧିକ ଥାନାରେ ଠକେଇ ମାମଲା ରୁଜୁ ହୋଇଛି। ସୋମବାର ଏଥିପାଇଁ ଅଦାଲତରେ ରିମାଣ୍ଡ ଆବେଦନ କରାଯିବ ବୋଲି ପୋଲିସ ସୂତ୍ରରୁ ଜଣାପଡ଼ିଛି। କାଲି ଚିଟଫଣ୍ଡ ଦେଇ କୋଟି କୋଟି ଟଙ୍କା ଆତ୍ମସାତ କରିଥିବା ଅଭିଯୋଗରେ ଗିରଫ ହୋଇଥିବା ଅଭିଯୁକ୍ତଙ୍କ ଜାମିନ ଆବେଦନକୁ ନାମଞ୍ଜୁର କରିବା ପରେ ଅଭିଯୁକ୍ତ ବନ୍ଧୁ ଅଗ୍ରୱାଲଙ୍କୁ ବିଚାର ବିଭାଗୀୟ ହାଜତକୁ ପଠାଯାଇଛି। ଏକାଧିକ ଥାନାରେ ଠକେଇ ମାମଲା ରୁଜୁ [1141,1691,1465,2199]
registration-mark [1370,2218,1384,2230]
section-name: ରାଜ୍ୟ [1313,39,1407,86]
story3-body-right: ସମ୍ବଲପୁର ଜିଲ୍ଲାସ୍ତରୀୟ ଆନ୍ତଃ କ୍ଲବ ଟି-୨୦ କ୍ରିକେଟ ଟୁର୍ଣ୍ଣାମେଣ୍ଟ ଶନିବାର ଫାଇନାଲ ମ୍ୟାଚରେ ଉତ୍କଳ ସଂଘ ମେହେରବ କ୍ରିକେଟ କ୍ଲବକୁ ମାତ୍ର ୧ ରନରେ ହରାଇ ଚାମ୍ପିୟନ ହୋଇଛି। ଉତ୍କଳ ସଂଘ ଟସ୍ ଜିତି ପ୍ରଥମେ ବ୍ୟାଟିଂ କରିଥିଲା। ନିର୍ଦ୍ଧାରିତ ୨୦ ଓଭରରେ ଦଳ ୭ ଉଇକେଟ ହରାଇ ୧୪୩ ରନ ସଂଗ୍ରହ କରିଥିଲା। ଜବାବରେ ମେହେରବ କ୍ଲବ ୧୪୨ ରନ କରିପାରିଥିଲା। ସମ୍ବଲପୁର ଜିଲ୍ଲାସ୍ତରୀୟ ଆନ୍ତଃ କ୍ଲବ ଟି-୨୦ କ୍ରିକେଟ ଟୁର୍ଣ୍ଣାମେଣ୍ଟ ଶନିବାର ଫାଇନାଲ ମ୍ୟାଚରେ ଉତ୍କଳ ସଂଘ ମେହେରବ କ୍ରିକେଟ କ୍ଲବକୁ ମାତ୍ର ୧ ରନରେ ହରାଇ ଚାମ୍ପିୟନ ହୋଇଛି। ଉତ୍କଳ ସଂଘ ଟସ୍ ଜିତି ପ୍ରଥମେ ବ୍ୟାଟିଂ କରିଥିଲା। ନିର୍ଦ୍ଧାରିତ ୨୦ ଓଭରରେ ଦଳ ୭ ଉଇକେଟ ହରାଇ ୧୪୩ ରନ ସଂଗ୍ରହ କରିଥିଲା। ଜବାବରେ ମେହେରବ କ୍ଲବ ୧୪୨ ରନ କରିପାରିଥିଲା। ସମ୍ବଲପୁର ଜିଲ୍ଲାସ୍ତରୀୟ ଆନ୍ତଃ କ୍ଲବ ଟି-୨୦ କ୍ରିକେଟ ଟୁର୍ଣ୍ଣାମେଣ୍ଟ ଶନିବାର [757,997,1105,1220]
story7-body-col3: କାଲି ଚିଟଫଣ୍ଡ ଦେଇ କୋଟି କୋଟି ଟଙ୍କା ଆତ୍ମସାତ କରିଥିବା ଅଭିଯୋଗରେ ଗିରଫ ହୋଇଥିବା ଅଭିଯୁକ୍ତଙ୍କ ଜାମିନ ଆବେଦନକୁ ନାମଞ୍ଜୁର କରିବା ପରେ ଅଭିଯୁକ୍ତ ବନ୍ଧୁ ଅଗ୍ରୱାଲଙ୍କୁ ବିଚାର ବିଭାଗୀୟ ହାଜତକୁ ପଠାଯାଇଛି। ଏକାଧିକ ଥାନାରେ ଠକେଇ ମାମଲା ରୁଜୁ ହୋଇଛି। ସୋମବାର ଏଥିପାଇଁ ଅଦାଲତରେ ରିମାଣ୍ଡ ଆବେଦନ କରାଯିବ ବୋଲି ପୋଲିସ ସୂତ୍ରରୁ ଜଣାପଡ଼ିଛି। କାଲି ଚିଟଫଣ୍ଡ ଦେଇ କୋଟି କୋଟି ଟଙ୍କା ଆତ୍ମସାତ କରିଥିବା ଅଭିଯୋଗରେ ଗିରଫ ହୋଇଥିବା ଅଭିଯୁକ୍ତଙ୍କ ଜାମିନ ଆବେଦନକୁ ନାମଞ୍ଜୁର କରିବା ପରେ ଅଭିଯୁକ୍ତ ବନ୍ଧୁ ଅଗ୍ରୱାଲଙ୍କୁ ବିଚାର ବିଭାଗୀୟ ହାଜତକୁ ପଠାଯାଇଛି। ଏକାଧିକ ଥାନାରେ ଠକେଇ ମାମଲା ରୁଜୁ ହୋଇଛି। ସୋମବାର ଏଥିପାଇଁ ଅଦାଲତରେ ରିମାଣ୍ଡ ଆବେଦନ କରାଯିବ ବୋଲି ପୋଲିସ ସୂତ୍ରରୁ ଜଣାପଡ଼ିଛି। କାଲି ଚିଟଫଣ୍ଡ ଦେଇ କୋଟି କୋଟି ଟଙ୍କା ଆତ୍ମସାତ କରିଥିବା ଅଭିଯୋଗରେ ଗିରଫ ହୋଇଥିବା ଅଭିଯୁକ୍ତଙ୍କ ଜାମିନ ଆବେଦନକୁ [944,1806,1129,2200]
header-divider [1420,28,1421,98]
brief-kicker: ନାବାଳିକା ଅପହରଣ ମାମଲା [42,181,176,196]
